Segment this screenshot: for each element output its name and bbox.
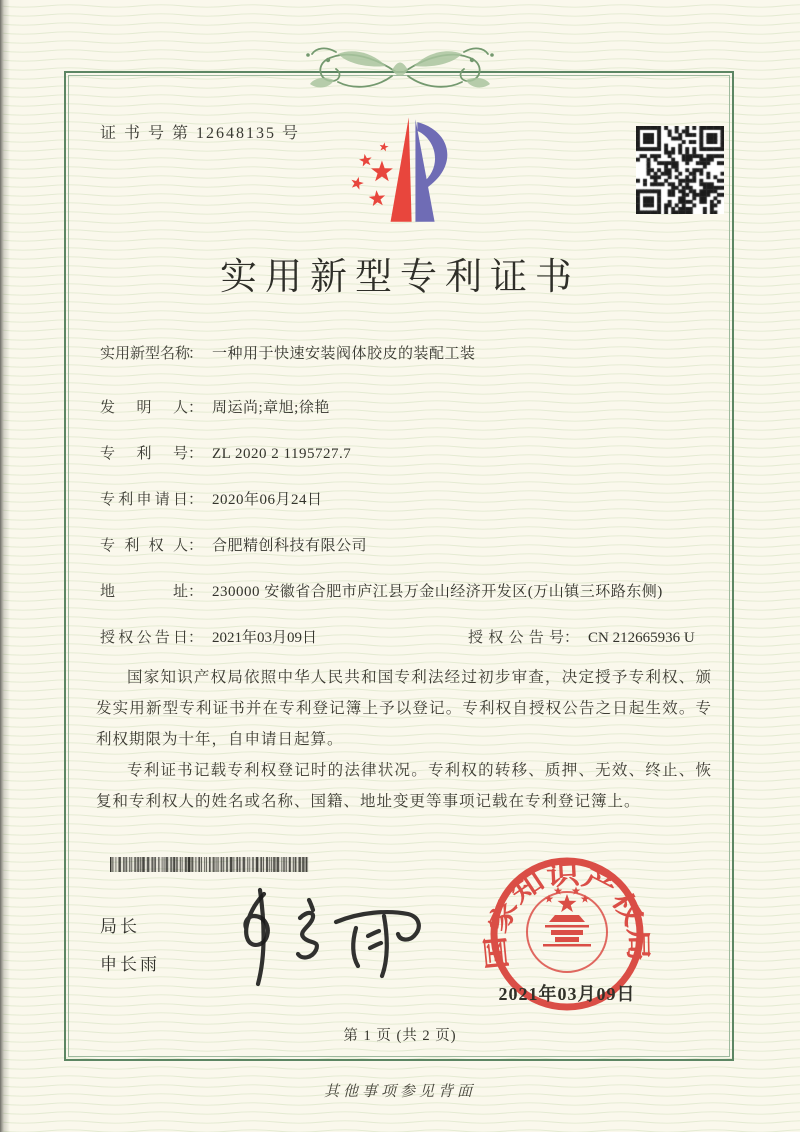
field-colon: ： [188,584,204,600]
field-label: 地址 [100,584,188,600]
field-value-address: 230000 安徽省合肥市庐江县万金山经济开发区(万山镇三环路东侧) [212,584,663,600]
field-value-grant-no: CN 212665936 U [588,630,695,646]
field-row-patent-no [100,442,710,466]
grant-no-group [468,626,695,650]
signer-title: 局长 [100,917,140,936]
cnipa-official-seal [455,822,679,1022]
certificate-number: 证 书 号 第 12648135 号 [100,125,301,142]
field-row-filing-date [100,488,710,512]
legal-statement [96,662,712,817]
certificate-title: 实用新型专利证书 [220,257,580,298]
seal-org-text: 国家知识产权局 [481,860,653,971]
legal-paragraph-1: 国家知识产权局依照中华人民共和国专利法经过初步审查，决定授予专利权、颁发实用新型专利证书并在专利登记簿上予以登记。专利权自授权公告之日起生效。专利权期限为十年，自申请日起算。 [96,669,712,748]
field-label: 专利号 [100,446,188,462]
signer-block [100,912,160,988]
field-colon: ： [564,630,580,646]
national-emblem-icon [543,915,591,947]
certificate-fields [100,342,710,672]
field-value-utility-model-name: 一种用于快速安装阀体胶皮的装配工装 [212,346,476,362]
field-row-inventors [100,396,710,420]
field-colon: ： [188,400,204,416]
field-value-filing-date: 2020年06月24日 [212,492,323,508]
field-colon: ： [188,538,204,554]
field-row-address [100,580,710,604]
field-colon: ： [188,492,204,508]
cnipa-logo-icon [336,112,470,230]
scan-edge-shadow [0,0,10,1132]
page-indicator: 第 1 页 (共 2 页) [343,1028,457,1044]
field-value-inventors: 周运尚;章旭;徐艳 [212,400,330,416]
field-value-patentee: 合肥精创科技有限公司 [212,538,368,554]
field-label: 专利权人 [100,538,188,554]
field-label: 授权公告日 [100,630,188,646]
back-note: 其他事项参见背面 [323,1084,476,1100]
signer-name: 申长雨 [100,955,160,974]
field-label: 发明人 [100,400,188,416]
field-label: 实用新型名称 [100,346,191,362]
field-colon: ： [188,446,204,462]
field-value-grant-date: 2021年03月09日 [212,630,318,646]
field-row-name [100,342,710,366]
qr-code [636,126,724,214]
legal-paragraph-2: 专利证书记载专利权登记时的法律状况。专利权的转移、质押、无效、终止、恢复和专利权人的姓名或名称、国籍、地址变更等事项记载在专利登记簿上。 [96,762,712,810]
field-row-patentee [100,534,710,558]
seal-date: 2021年03月09日 [498,984,636,1004]
field-label: 专利申请日 [100,492,188,508]
field-colon: ： [188,630,204,646]
field-label: 授权公告号 [468,630,564,646]
signature-shen-changyu [212,884,437,989]
field-row-grant [100,626,710,650]
top-flourish-ornament [280,42,520,102]
field-value-patent-no: ZL 2020 2 1195727.7 [212,446,352,462]
barcode [110,857,310,872]
field-colon: ： [188,346,204,362]
